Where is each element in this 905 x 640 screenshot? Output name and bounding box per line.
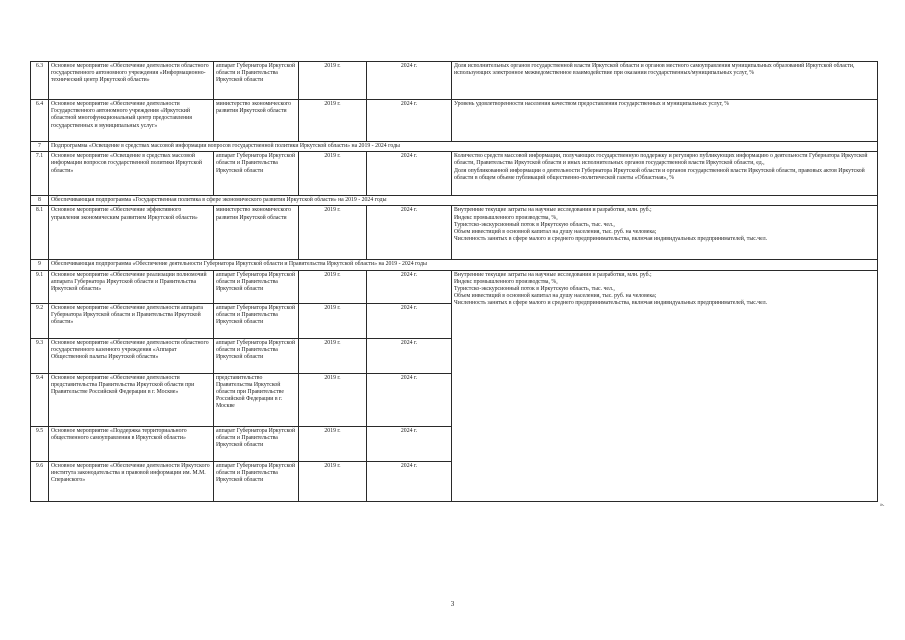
- end-year: 2024 г.: [367, 426, 452, 461]
- indicators-cell: [452, 100, 878, 142]
- table-row: [31, 152, 878, 196]
- start-year: 2019 г.: [299, 426, 367, 461]
- start-year: 2019 г.: [299, 152, 367, 196]
- closing-quote-mark: ».: [880, 502, 885, 508]
- indicator: Объем инвестиций в основной капитал на душу населения, тыс. руб. на человека;: [454, 293, 657, 300]
- end-year: 2024 г.: [367, 100, 452, 142]
- start-year: 2019 г.: [299, 270, 367, 303]
- row-number: 9.4: [31, 373, 49, 426]
- start-year: 2019 г.: [299, 338, 367, 373]
- table-row: [31, 270, 878, 303]
- row-number: 7.1: [31, 152, 49, 196]
- start-year: 2019 г.: [299, 303, 367, 338]
- row-number: 9: [31, 260, 49, 270]
- start-year: 2019 г.: [299, 461, 367, 501]
- row-number: 6.4: [31, 100, 49, 142]
- executor: аппарат Губернатора Иркутской области и Правительства Иркутской области: [214, 338, 299, 373]
- executor: аппарат Губернатора Иркутской области и Правительства Иркутской области: [214, 461, 299, 501]
- event-name: Основное мероприятие «Обеспечение деятельности аппарата Губернатора Иркутской области и Правительства Иркутской области»: [49, 303, 214, 338]
- executor: представительство Правительства Иркутской области при Правительстве Российской Федерации в г. Москве: [214, 373, 299, 426]
- executor: министерство экономического развития Иркутской области: [214, 206, 299, 260]
- executor: аппарат Губернатора Иркутской области и Правительства Иркутской области: [214, 426, 299, 461]
- indicator: Численность занятых в сфере малого и среднего предпринимательства, включая индивидуальных предпринимателей, тыс.чел.: [454, 236, 768, 243]
- subprogram-row: [31, 142, 878, 152]
- event-name: Основное мероприятие «Обеспечение деятельности представительства Правительства Иркутской области при Правительстве Российской Федерации в г. Москве»: [49, 373, 214, 426]
- indicator: Внутренние текущие затраты на научные исследования и разработки, млн. руб.;: [454, 207, 652, 214]
- end-year: 2024 г.: [367, 338, 452, 373]
- executor: аппарат Губернатора Иркутской области и Правительства Иркутской области: [214, 152, 299, 196]
- row-number: 9.1: [31, 270, 49, 303]
- end-year: 2024 г.: [367, 206, 452, 260]
- subprogram-title: Обеспечивающая подпрограмма «Государственная политика в сфере экономического развития Иркутской области» на 2019 - 2024 годы: [49, 196, 878, 206]
- event-name: Основное мероприятие «Освещение в средствах массовой информации вопросов государственной политики Иркутской области»: [49, 152, 214, 196]
- subprogram-title: Подпрограмма «Освещение в средствах массовой информации вопросов государственной политики Иркутской области» на 2019 - 2024 годы: [49, 142, 878, 152]
- row-number: 9.3: [31, 338, 49, 373]
- event-name: Основное мероприятие «Обеспечение деятельности областного государственного казенного учреждения «Аппарат Общественной палаты Иркутской области»: [49, 338, 214, 373]
- indicator: Туристско-экскурсионный поток в Иркутскую область, тыс. чел.,: [454, 286, 615, 293]
- indicator: Численность занятых в сфере малого и среднего предпринимательства, включая индивидуальных предпринимателей, тыс.чел.: [454, 300, 768, 307]
- end-year: 2024 г.: [367, 461, 452, 501]
- indicator: Внутренние текущие затраты на научные исследования и разработки, млн. руб.;: [454, 271, 652, 278]
- executor: аппарат Губернатора Иркутской области и Правительства Иркутской области: [214, 270, 299, 303]
- table-row: [31, 100, 878, 142]
- start-year: 2019 г.: [299, 62, 367, 100]
- subprogram-title: Обеспечивающая подпрограмма «Обеспечение деятельности Губернатора Иркутской области и Правительства Иркутской области» на 2019 - 2024 годы: [49, 260, 878, 270]
- indicator: Уровень удовлетворенности населения качеством предоставления государственных и муниципальных услуг, %: [454, 101, 730, 107]
- executor: аппарат Губернатора Иркутской области и Правительства Иркутской области: [214, 62, 299, 100]
- executor: аппарат Губернатора Иркутской области и Правительства Иркутской области: [214, 303, 299, 338]
- table-row: [31, 206, 878, 260]
- page-number: 3: [450, 600, 455, 608]
- row-number: 9.2: [31, 303, 49, 338]
- row-number: 8.1: [31, 206, 49, 260]
- end-year: 2024 г.: [367, 303, 452, 338]
- indicators-cell: [452, 62, 878, 100]
- event-name: Основное мероприятие «Обеспечение эффективного управления экономическим развитием Иркутской области»: [49, 206, 214, 260]
- indicator: Доля опубликованной информации о деятельности Губернатора Иркутской области и органов государственной власти Иркутской области, правовых актов Иркутской области в общем объеме публикаций общественно-политической газеты «Областная», %: [454, 167, 865, 181]
- row-number: 9.5: [31, 426, 49, 461]
- row-number: 8: [31, 196, 49, 206]
- indicator: Доля исполнительных органов государственной власти Иркутской области и органов местного самоуправления муниципальных образований Иркутской области, использующих электронное межведомственное взаимодействие при оказании государственных/муниципальных услуг, %: [454, 63, 855, 77]
- executor: министерство экономического развития Иркутской области: [214, 100, 299, 142]
- event-name: Основное мероприятие «Обеспечение деятельности Государственного автономного учреждения «Иркутский областной многофункциональный центр предоставления государственных и муниципальных услуг»: [49, 100, 214, 142]
- start-year: 2019 г.: [299, 100, 367, 142]
- end-year: 2024 г.: [367, 270, 452, 303]
- indicator: Индекс промышленного производства, %,: [454, 278, 558, 285]
- indicator: Туристско-экскурсионный поток в Иркутскую область, тыс. чел.,: [454, 221, 615, 228]
- subprogram-row: [31, 260, 878, 270]
- subprogram-row: [31, 196, 878, 206]
- indicator: Объем инвестиций в основной капитал на душу населения, тыс. руб. на человека;: [454, 229, 657, 236]
- end-year: 2024 г.: [367, 62, 452, 100]
- table-row: [31, 62, 878, 100]
- program-events-table: [30, 61, 878, 502]
- indicator: Количество средств массовой информации, получающих государственную поддержку и регулярно публикующих информацию о деятельности Губернатора Иркутской области, Правительства Иркутской области и иных исполнительных органов государственной власти Иркутской области, ед.,: [454, 153, 868, 167]
- end-year: 2024 г.: [367, 152, 452, 196]
- indicators-cell: [452, 206, 878, 260]
- start-year: 2019 г.: [299, 206, 367, 260]
- indicators-cell: [452, 270, 878, 501]
- event-name: Основное мероприятие «Поддержка территориального общественного самоуправления в Иркутской области»: [49, 426, 214, 461]
- row-number: 6.3: [31, 62, 49, 100]
- row-number: 7: [31, 142, 49, 152]
- row-number: 9.6: [31, 461, 49, 501]
- indicators-cell: [452, 152, 878, 196]
- event-name: Основное мероприятие «Обеспечение реализации полномочий аппарата Губернатора Иркутской области и Правительства Иркутской области»: [49, 270, 214, 303]
- end-year: 2024 г.: [367, 373, 452, 426]
- indicator: Индекс промышленного производства, %,: [454, 214, 558, 221]
- start-year: 2019 г.: [299, 373, 367, 426]
- event-name: Основное мероприятие «Обеспечение деятельности Иркутского института законодательства и правовой информации им. М.М. Сперанского»: [49, 461, 214, 501]
- event-name: Основное мероприятие «Обеспечение деятельности областного государственного автономного учреждения «Информационно-технический центр Иркутской области»: [49, 62, 214, 100]
